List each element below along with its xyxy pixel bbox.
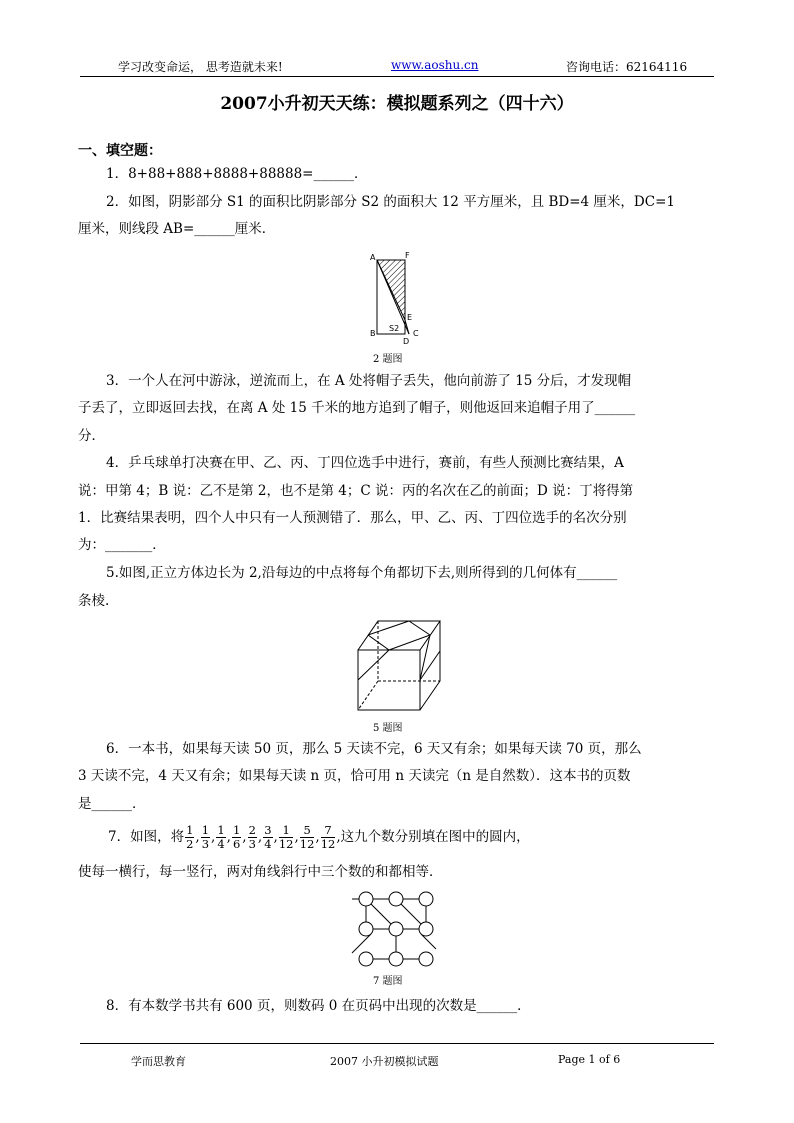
fraction-denominator: 4 — [217, 837, 225, 851]
fraction-separator: , — [226, 829, 231, 845]
grid-circle[interactable] — [359, 892, 373, 906]
grid-circle[interactable] — [389, 952, 403, 966]
fraction-denominator: 12 — [320, 837, 336, 851]
fraction-numerator: 1 — [279, 824, 294, 838]
header-divider — [80, 76, 714, 77]
question-8: 8．有本数学书共有 600 页，则数码 0 在页码中出现的次数是______． — [106, 998, 531, 1014]
header-slogan: 学习改变命运， 思考造就未来! — [118, 60, 283, 74]
label-c: C — [413, 329, 419, 338]
fraction — [216, 824, 225, 851]
question-4-line-1: 4．乒乓球单打决赛在甲、乙、丙、丁四位选手中进行，赛前，有些人预测比赛结果，A — [106, 455, 624, 471]
fraction — [279, 824, 294, 851]
fraction-separator: , — [211, 829, 216, 845]
fraction-denominator: 3 — [248, 837, 256, 851]
grid-circle[interactable] — [419, 952, 433, 966]
grid-circle[interactable] — [389, 892, 403, 906]
footer-center: 2007 小升初模拟试题 — [330, 1055, 439, 1068]
question-2-line-2: 厘米，则线段 AB=______厘米． — [78, 221, 276, 237]
footer-left: 学而思教育 — [131, 1055, 186, 1068]
fraction — [300, 824, 315, 851]
label-b: B — [370, 329, 376, 338]
cube-hidden-edge-2 — [358, 681, 378, 710]
question-7-line-1 — [108, 824, 530, 851]
fraction-numerator: 1 — [232, 823, 241, 837]
figure-5-caption: 5 题图 — [373, 723, 403, 734]
cut-line-3 — [409, 621, 430, 635]
label-f: F — [405, 251, 410, 260]
fraction-denominator: 2 — [186, 837, 194, 851]
figure-7-circle-grid — [350, 889, 442, 967]
grid-circle[interactable] — [359, 922, 373, 936]
question-6-line-2: 3 天读不完，4 天又有余；如果每天读 n 页，恰可用 n 天读完（n 是自然数）．这本书的页数 — [78, 768, 631, 784]
cut-line-4 — [389, 635, 430, 650]
label-d: D — [403, 337, 410, 346]
fraction-numerator: 7 — [321, 824, 336, 838]
fraction-numerator: 5 — [300, 824, 315, 838]
page-title: 2007小升初天天练：模拟题系列之（四十六） — [220, 94, 574, 114]
header-website-link[interactable]: www.aoshu.cn — [391, 58, 479, 72]
fraction-denominator: 12 — [299, 837, 315, 851]
question-5-line-1: 5.如图,正立方体边长为 2,沿每边的中点将每个角都切下去,则所得到的几何体有______ — [106, 565, 618, 581]
fraction-separator: , — [242, 829, 247, 845]
fraction-separator: , — [273, 829, 278, 845]
cut-line-1 — [368, 621, 409, 635]
fraction-denominator: 3 — [201, 837, 210, 851]
header-phone: 咨询电话：62164116 — [566, 60, 688, 74]
label-e: E — [407, 313, 413, 322]
question-7-suffix: ,这九个数分别填在图中的圆内， — [336, 829, 530, 845]
fraction-separator: , — [257, 829, 263, 845]
figure-7-caption: 7 题图 — [373, 976, 403, 987]
figure-5-cube — [352, 618, 447, 716]
question-4-line-4: 为：_______． — [78, 537, 166, 553]
fraction-separator: , — [195, 829, 200, 845]
question-1: 1．8+88+888+8888+88888=______． — [106, 166, 368, 182]
fraction — [248, 824, 257, 851]
figure-2-diagram — [362, 248, 432, 350]
fraction-numerator: 2 — [248, 823, 256, 837]
cut-line-5 — [358, 650, 389, 680]
fraction-numerator: 1 — [201, 823, 210, 837]
fraction — [185, 824, 194, 851]
fraction — [321, 824, 336, 851]
label-s2: S2 — [389, 324, 400, 333]
grid-circle[interactable] — [419, 892, 433, 906]
fraction-list — [184, 823, 336, 851]
label-a: A — [370, 253, 376, 262]
question-6-line-1: 6．一本书，如果每天读 50 页，那么 5 天读不完，6 天又有余；如果每天读 70 页，那么 — [106, 741, 642, 757]
question-3-line-1: 3．一个人在河中游泳，逆流而上，在 A 处将帽子丢失，他向前游了 15 分后，才发现帽 — [106, 373, 632, 389]
fraction-separator: , — [294, 829, 299, 845]
fraction — [263, 824, 272, 851]
fraction-numerator: 1 — [217, 823, 225, 837]
fraction — [201, 824, 210, 851]
fraction-denominator: 6 — [232, 837, 241, 851]
fraction-separator: , — [315, 829, 320, 845]
question-3-line-3: 分． — [78, 428, 105, 444]
grid-circle[interactable] — [359, 952, 373, 966]
fraction-denominator: 4 — [264, 837, 272, 851]
question-3-line-2: 子丢了，立即返回去找，在离 A 处 15 千米的地方追到了帽子，则他返回来追帽子用了______ — [78, 400, 636, 416]
grid-circle[interactable] — [419, 922, 433, 936]
fraction — [232, 824, 241, 851]
question-6-line-3: 是______． — [78, 796, 146, 812]
fraction-denominator: 12 — [278, 837, 294, 851]
fraction-numerator: 1 — [186, 823, 194, 837]
question-2-line-1: 2．如图，阴影部分 S1 的面积比阴影部分 S2 的面积大 12 平方厘米，且 BD=4 厘米，DC=1 — [106, 194, 675, 210]
footer-divider — [80, 1043, 714, 1044]
cube-front-face — [358, 650, 420, 710]
section-heading: 一、填空题： — [78, 143, 162, 159]
question-4-line-2: 说：甲第 4；B 说：乙不是第 2，也不是第 4；C 说：丙的名次在乙的前面；D 说：丁将得第 — [78, 483, 634, 499]
question-7-line-2: 使每一横行，每一竖行，两对角线斜行中三个数的和都相等． — [78, 864, 443, 880]
footer-page-number: Page 1 of 6 — [558, 1053, 621, 1066]
fraction-numerator: 3 — [264, 823, 272, 837]
figure-2-caption: 2 题图 — [373, 354, 403, 365]
grid-circle[interactable] — [389, 922, 403, 936]
question-5-line-2: 条棱. — [78, 593, 110, 609]
question-7-prefix: 7．如图，将 — [108, 829, 185, 845]
question-4-line-3: 1．比赛结果表明，四个人中只有一人预测错了．那么，甲、乙、丙、丁四位选手的名次分别 — [78, 510, 627, 526]
